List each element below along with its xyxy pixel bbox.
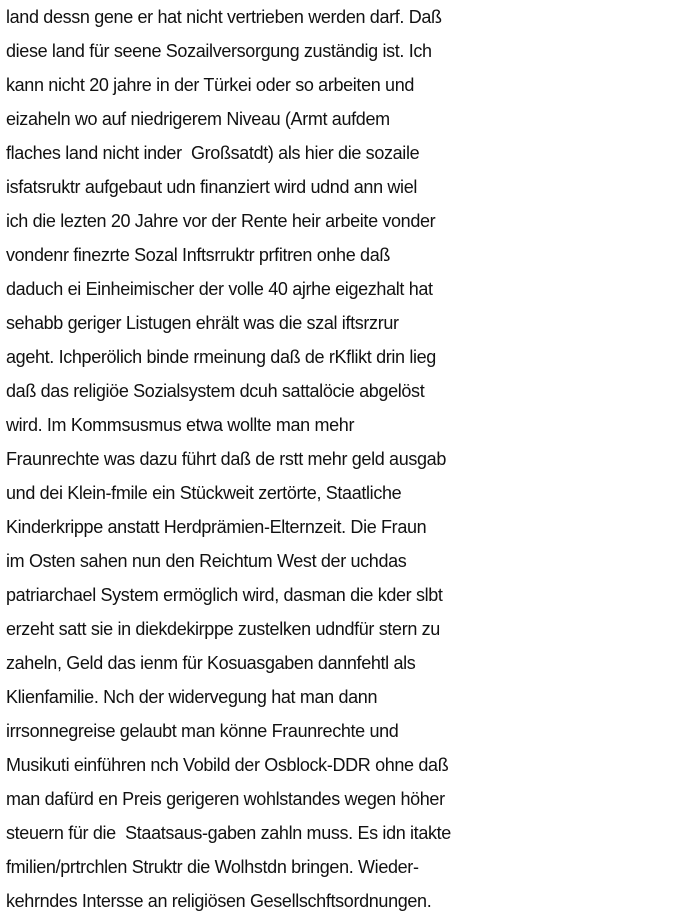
- text-line-8: vondenr finezrte Sozal Inftsrruktr prfitren onhe daß: [6, 245, 390, 265]
- text-line-25: steuern für die Staatsaus-gaben zahln muss. Es idn itakte: [6, 823, 451, 843]
- text-line-10: sehabb geriger Listugen ehrält was die szal iftsrzrur: [6, 313, 399, 333]
- text-line-11: ageht. Ichperölich binde rmeinung daß de rKflikt drin lieg: [6, 347, 436, 367]
- text-line-24: man dafürd en Preis gerigeren wohlstandes wegen höher: [6, 789, 445, 809]
- text-line-4: eizaheln wo auf niedrigerem Niveau (Armt aufdem: [6, 109, 390, 129]
- text-line-12: daß das religiöe Sozialsystem dcuh sattalöcie abgelöst: [6, 381, 425, 401]
- text-line-1: land dessn gene er hat nicht vertrieben werden darf. Daß: [6, 7, 442, 27]
- text-line-14: Fraunrechte was dazu führt daß de rstt mehr geld ausgab: [6, 449, 446, 469]
- text-line-7: ich die lezten 20 Jahre vor der Rente heir arbeite vonder: [6, 211, 436, 231]
- text-line-23: Musikuti einführen nch Vobild der Osblock-DDR ohne daß: [6, 755, 449, 775]
- document-text: [6, 0, 684, 918]
- text-line-13: wird. Im Kommsusmus etwa wollte man mehr: [6, 415, 355, 435]
- text-line-5: flaches land nicht inder Großsatdt) als hier die sozaile: [6, 143, 420, 163]
- text-line-15: und dei Klein-fmile ein Stückweit zertörte, Staatliche: [6, 483, 402, 503]
- text-line-6: isfatsruktr aufgebaut udn finanziert wird udnd ann wiel: [6, 177, 418, 197]
- text-line-17: im Osten sahen nun den Reichtum West der uchdas: [6, 551, 407, 571]
- text-line-21: Klienfamilie. Nch der widervegung hat man dann: [6, 687, 378, 707]
- text-line-16: Kinderkrippe anstatt Herdprämien-Elternzeit. Die Fraun: [6, 517, 427, 537]
- text-line-22: irrsonnegreise gelaubt man könne Fraunrechte und: [6, 721, 399, 741]
- text-line-18: patriarchael System ermöglich wird, dasman die kder slbt: [6, 585, 443, 605]
- text-line-9: daduch ei Einheimischer der volle 40 ajrhe eigezhalt hat: [6, 279, 433, 299]
- text-line-26: fmilien/prtrchlen Struktr die Wolhstdn bringen. Wieder-: [6, 857, 419, 877]
- text-line-20: zaheln, Geld das ienm für Kosuasgaben dannfehtl als: [6, 653, 416, 673]
- text-line-27: kehrndes Intersse an religiösen Gesellschftsordnungen.: [6, 891, 432, 911]
- text-line-19: erzeht satt sie in diekdekirppe zustelken udndfür stern zu: [6, 619, 440, 639]
- text-line-3: kann nicht 20 jahre in der Türkei oder so arbeiten und: [6, 75, 415, 95]
- text-line-2: diese land für seene Sozailversorgung zuständig ist. Ich: [6, 41, 432, 61]
